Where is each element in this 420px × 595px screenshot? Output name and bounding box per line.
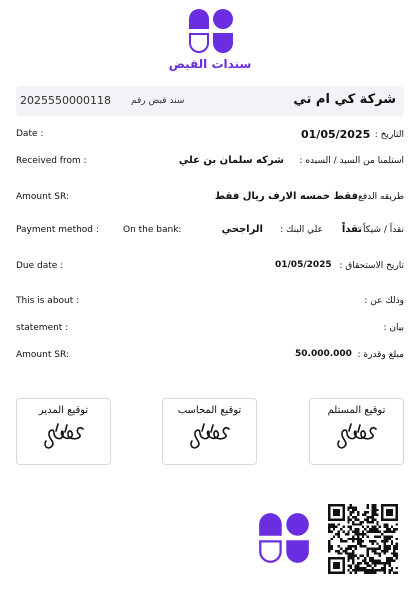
handwritten-signature-icon [39, 421, 89, 453]
bank-ar-label: علي البنك : [280, 225, 323, 235]
brand-logo-icon [188, 8, 234, 54]
receiver-signature-box [309, 398, 404, 465]
date-ar-label: التاريخ : [374, 130, 404, 140]
amount-ar-label: مبلغ وقدرة : [357, 350, 404, 360]
qr-code-modules [328, 504, 398, 574]
amount-words-value: فقط خمسه الارف ريال فقط [214, 191, 358, 202]
handwritten-signature-icon [332, 421, 382, 453]
receipt-number: 2025550000118 [20, 94, 111, 107]
receiver-signature-title: توقيع المستلم [327, 405, 386, 416]
amount-value: 50.000.000 [295, 349, 352, 359]
received-from-value: شركه سلمان بن علي [178, 155, 284, 166]
received-from-en-label: Received from : [16, 156, 87, 166]
amount-words-ar-label: طريقه الدفع : [352, 192, 404, 202]
received-from-ar-label: استلمنا من السيد / السيده : [299, 156, 404, 166]
brand-title: سندات القبض [168, 57, 252, 71]
due-date-ar-label: تاريخ الاستحقاق : [339, 261, 404, 271]
brand-logo-icon [258, 512, 310, 564]
payment-method-ar-label: نقداً / شيكاً : [357, 225, 404, 235]
company-name: شركة كي ام تي [293, 92, 396, 107]
date-en-label: Date : [16, 129, 44, 139]
due-date-value: 01/05/2025 [275, 260, 332, 270]
manager-signature-box [16, 398, 111, 465]
statement-ar-label: بيان : [383, 323, 404, 333]
receipt-header [16, 86, 404, 116]
amount-en-label: Amount SR: [16, 350, 69, 360]
payment-method-value: نقداً [341, 224, 362, 235]
qr-code-icon [328, 504, 398, 574]
manager-signature-title: توقيع المدير [38, 405, 89, 416]
about-en-label: This is about : [16, 296, 80, 306]
accountant-signature-title: توقيع المحاسب [177, 405, 242, 416]
due-date-en-label: Due date : [16, 261, 64, 271]
date-value: 01/05/2025 [301, 128, 371, 141]
accountant-signature-box [162, 398, 257, 465]
handwritten-signature-icon [185, 421, 235, 453]
payment-method-en-label: Payment method : [16, 225, 99, 235]
amount-words-en-label: Amount SR: [16, 192, 69, 202]
about-ar-label: وذلك عن : [364, 296, 404, 306]
bank-value: الراجحي [221, 224, 263, 235]
bank-en-label: On the bank: [123, 225, 182, 235]
statement-en-label: statement : [16, 323, 69, 333]
receipt-number-label: سند قبض رقم [131, 96, 185, 106]
